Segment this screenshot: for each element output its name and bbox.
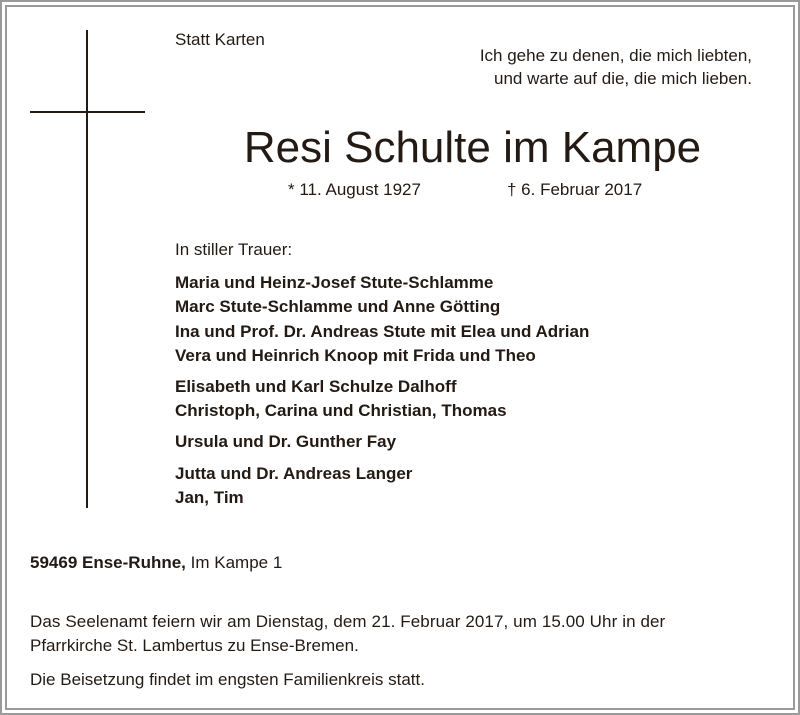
mourner: Maria und Heinz-Josef Stute-Schlamme bbox=[175, 273, 494, 292]
mourning-intro: In stiller Trauer: bbox=[175, 240, 293, 259]
mourner: Vera und Heinrich Knoop mit Frida und Theo bbox=[175, 346, 536, 365]
mourner: Christoph, Carina und Christian, Thomas bbox=[175, 401, 507, 420]
motto-line: und warte auf die, die mich lieben. bbox=[494, 69, 752, 88]
motto bbox=[480, 44, 752, 90]
cross-icon-bar bbox=[30, 111, 145, 113]
header-note: Statt Karten bbox=[175, 30, 265, 49]
burial-note: Die Beisetzung findet im engsten Familienkreis statt. bbox=[30, 670, 425, 689]
service-line: Das Seelenamt feiern wir am Dienstag, dem 21. Februar 2017, um 15.00 Uhr in der bbox=[30, 612, 666, 631]
cross-icon bbox=[86, 30, 88, 508]
death-date: † 6. Februar 2017 bbox=[507, 180, 643, 199]
motto-line: Ich gehe zu denen, die mich liebten, bbox=[479, 46, 752, 65]
address-street: Im Kampe 1 bbox=[190, 553, 283, 572]
deceased-name: Resi Schulte im Kampe bbox=[243, 123, 702, 172]
mourner: Ursula und Dr. Gunther Fay bbox=[175, 432, 397, 451]
mourner: Jan, Tim bbox=[175, 488, 244, 507]
birth-date: * 11. August 1927 bbox=[288, 180, 421, 199]
service-line: Pfarrkirche St. Lambertus zu Ense-Bremen. bbox=[30, 636, 359, 655]
mourner: Marc Stute-Schlamme und Anne Götting bbox=[175, 297, 501, 316]
mourner: Ina und Prof. Dr. Andreas Stute mit Elea und Adrian bbox=[175, 322, 590, 341]
address bbox=[30, 553, 282, 573]
address-city: 59469 Ense-Ruhne, bbox=[30, 553, 186, 572]
mourner: Elisabeth und Karl Schulze Dalhoff bbox=[175, 377, 457, 396]
mourner: Jutta und Dr. Andreas Langer bbox=[175, 464, 413, 483]
